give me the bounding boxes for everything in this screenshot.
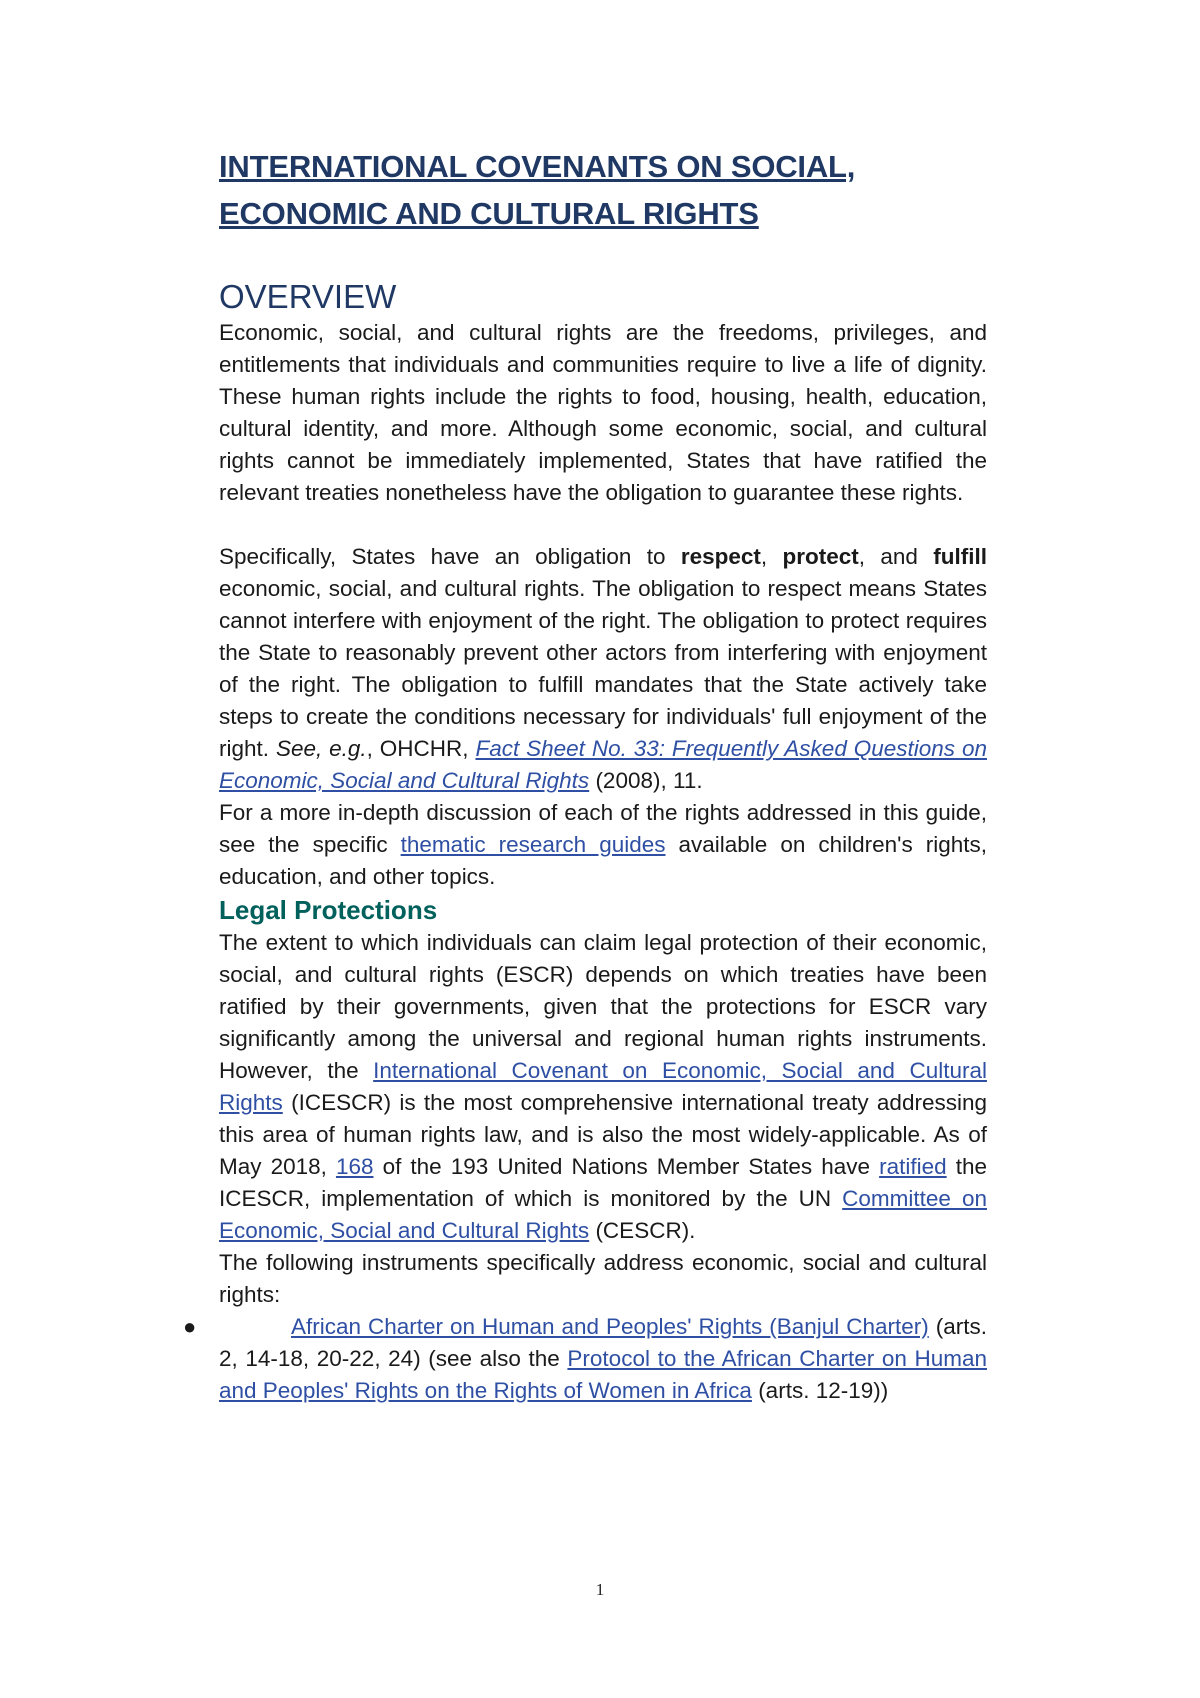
- document-title: [219, 143, 987, 237]
- overview-paragraph-1: Economic, social, and cultural rights are the freedoms, privileges, and entitlements that individuals and communities require to live a life of dignity. These human rights include the rights to food, housing, health, education, cultural identity, and more. Although some economic, social, and cultural rights cannot be immediately implemented, States that have ratified the relevant treaties nonetheless have the obligation to guarantee these rights.: [219, 320, 987, 505]
- citation-tail-text: (2008), 11.: [589, 768, 703, 793]
- legal-paragraph-1: [219, 927, 987, 1247]
- document-page: [183, 143, 987, 1407]
- obligation-intro-text: Specifically, States have an obligation to: [219, 544, 681, 569]
- fulfill-term: fulfill: [933, 544, 987, 569]
- fact-sheet-link[interactable]: Fact Sheet No. 33: Frequently Asked Questions on Economic, Social and Cultural Rights: [219, 736, 987, 793]
- page-number: 1: [595, 1580, 605, 1599]
- cescr-committee-link[interactable]: Committee on Economic, Social and Cultural Rights: [219, 1186, 987, 1243]
- overview-paragraph-3: [219, 797, 987, 893]
- articles-text: (arts. 2, 14-18, 20-22, 24) (see also the: [219, 1314, 987, 1371]
- obligation-body-text: economic, social, and cultural rights. The obligation to respect means States cannot interfere with enjoyment of the right. The obligation to protect requires the State to reasonably prevent other actors from interfering with enjoyment of the right. The obligation to fulfill mandates that the State actively take steps to create the conditions necessary for individuals' full enjoyment of the right.: [219, 576, 987, 761]
- bullet-icon: ●: [183, 1314, 197, 1339]
- list-item: [183, 1311, 987, 1407]
- icescr-link[interactable]: International Covenant on Economic, Social and Cultural Rights: [219, 1058, 987, 1115]
- title-line-1: INTERNATIONAL COVENANTS ON SOCIAL,: [219, 149, 856, 184]
- legal-text: of the 193 United Nations Member States have: [373, 1154, 880, 1179]
- ohchr-text: , OHCHR,: [366, 736, 476, 761]
- legal-text: The extent to which individuals can claim legal protection of their economic, social, and cultural rights (ESCR) depends on which treaties have been ratified by their governments, given that the protections for ESCR vary significantly among the universal and regional human rights instruments. However, the: [219, 930, 987, 1083]
- legal-protections-heading: Legal Protections: [219, 895, 438, 925]
- separator-text: ,: [760, 544, 783, 569]
- guides-intro-text: For a more in-depth discussion of each of the rights addressed in this guide, see the specific: [219, 800, 987, 857]
- legal-text: (CESCR).: [589, 1218, 696, 1243]
- protect-term: protect: [782, 544, 859, 569]
- guides-tail-text: available on children's rights, education, and other topics.: [219, 832, 987, 889]
- articles-text: (arts. 12-19)): [751, 1378, 889, 1403]
- member-count-link[interactable]: 168: [335, 1154, 374, 1179]
- paragraph-spacer: [219, 509, 987, 541]
- separator-text: , and: [858, 544, 934, 569]
- overview-paragraph-2: [219, 541, 987, 797]
- legal-text: (ICESCR) is the most comprehensive international treaty addressing this area of human rights law, and is also the most widely-applicable. As of May 2018,: [219, 1090, 987, 1179]
- legal-paragraph-2: The following instruments specifically address economic, social and cultural rights:: [219, 1250, 987, 1307]
- respect-term: respect: [680, 544, 761, 569]
- title-line-2: ECONOMIC AND CULTURAL RIGHTS: [219, 196, 759, 231]
- womens-rights-protocol-link[interactable]: Protocol to the African Charter on Human and Peoples' Rights on the Rights of Women in Africa: [219, 1346, 987, 1403]
- legal-text: the ICESCR, implementation of which is monitored by the UN: [219, 1154, 987, 1211]
- ratified-link[interactable]: ratified: [879, 1154, 947, 1179]
- banjul-charter-link[interactable]: African Charter on Human and Peoples' Rights (Banjul Charter): [291, 1314, 929, 1339]
- see-eg-text: See, e.g.: [275, 736, 367, 761]
- overview-heading: OVERVIEW: [219, 278, 397, 315]
- instruments-list: [183, 1311, 987, 1407]
- thematic-research-guides-link[interactable]: thematic research guides: [400, 832, 666, 857]
